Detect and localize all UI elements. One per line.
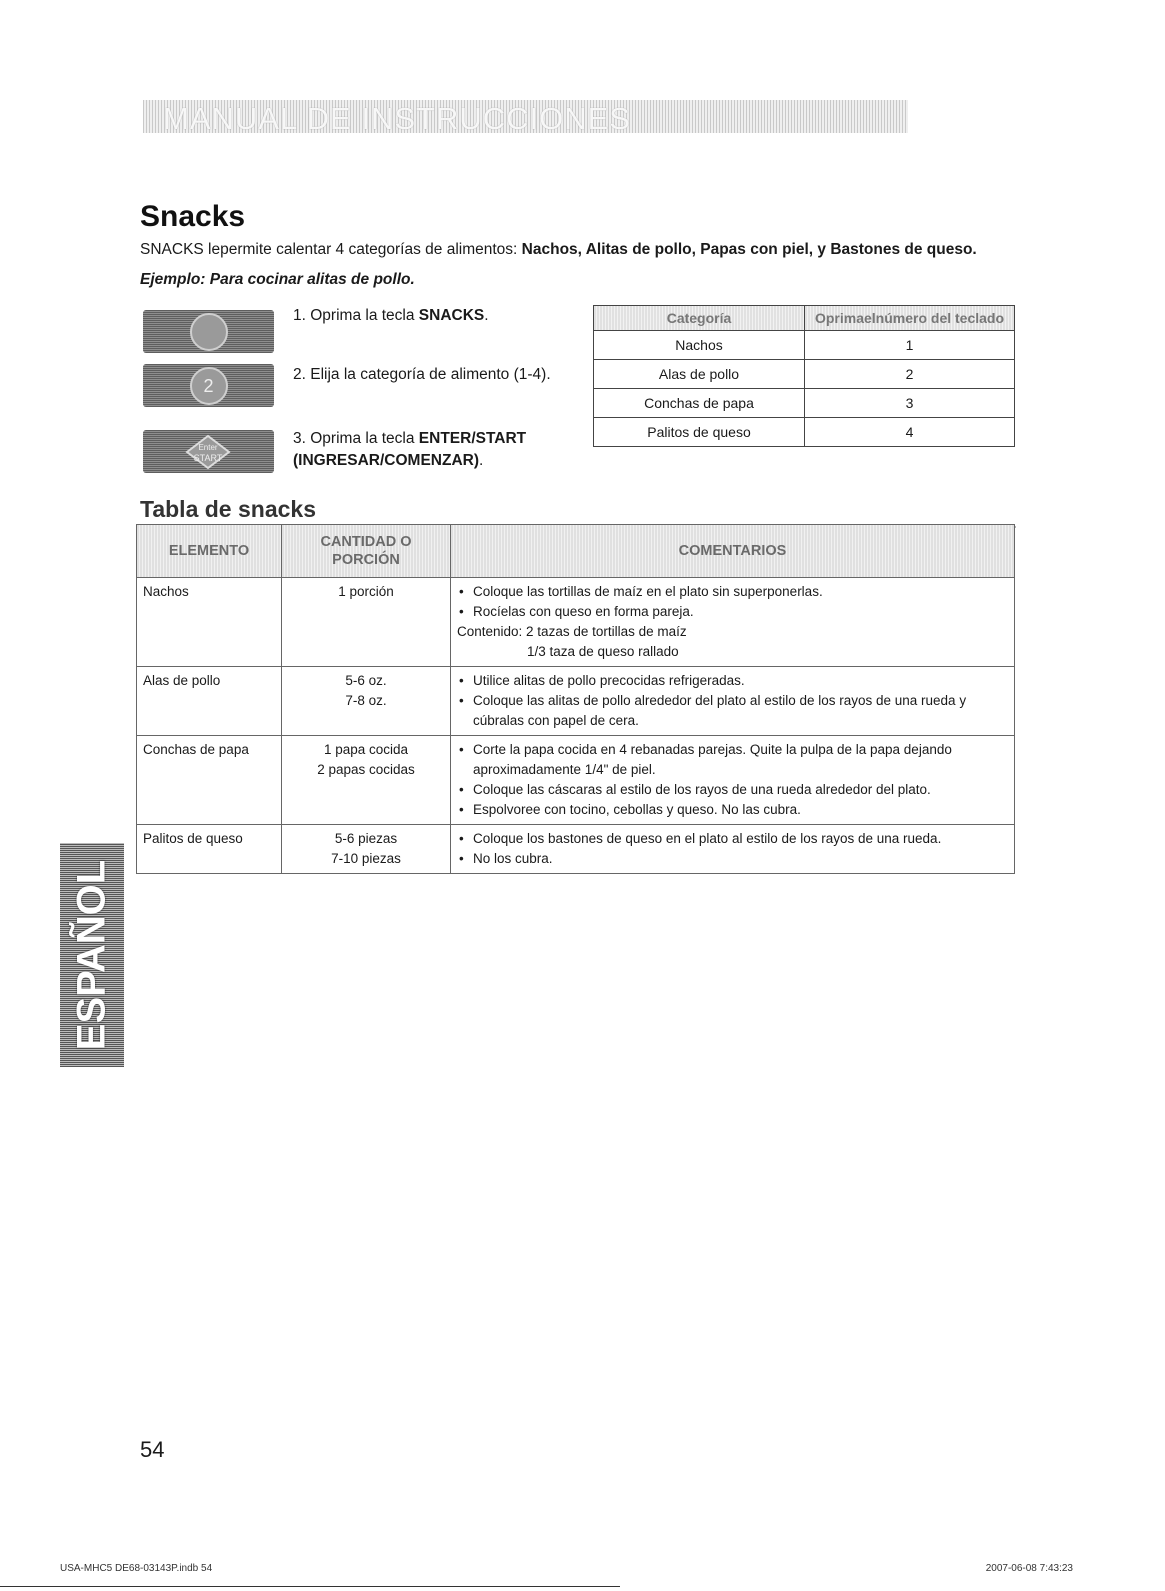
item-cell: Nachos bbox=[137, 578, 282, 667]
item-cell: Palitos de queso bbox=[137, 825, 282, 874]
table-row bbox=[137, 736, 1015, 825]
enter-start-diamond-icon bbox=[173, 433, 243, 471]
comment-bullet: • Corte la papa cocida en 4 rebanadas parejas. Quite la pulpa de la papa dejando aproximadamente 1/4" de piel. bbox=[457, 740, 1008, 780]
category-header: Categoría bbox=[594, 306, 805, 331]
quantity-value: 5-6 piezas bbox=[334, 831, 398, 846]
step-1-after: . bbox=[484, 307, 489, 324]
step-1-bold: SNACKS bbox=[418, 307, 485, 324]
footer-file-info: USA-MHC5 DE68-03143P.indb 54 bbox=[60, 1563, 213, 1574]
quantity-value: 1 papa cocida bbox=[323, 742, 409, 757]
number-2-key-image bbox=[143, 364, 274, 407]
number-cell: 1 bbox=[805, 331, 1015, 360]
quantity-cell bbox=[282, 736, 451, 825]
step-3-number: 3. bbox=[293, 430, 306, 447]
table-row bbox=[137, 825, 1015, 874]
example-text: Ejemplo: Para cocinar alitas de pollo. bbox=[140, 271, 415, 288]
category-cell: Alas de pollo bbox=[594, 360, 805, 389]
comment-bullet: • Espolvoree con tocino, cebollas y queso. No las cubra. bbox=[457, 800, 1008, 820]
contents-line: Contenido: 2 tazas de tortillas de maíz bbox=[457, 624, 687, 639]
intro-prefix: SNACKS lepermite calentar 4 categorías de alimentos: bbox=[140, 241, 522, 258]
step-1-number: 1. bbox=[293, 307, 306, 324]
step-3-bold: ENTER/START (INGRESAR/COMENZAR) bbox=[293, 430, 527, 469]
step-2 bbox=[293, 364, 551, 386]
enter-key-label: Enter bbox=[198, 443, 218, 452]
table-row bbox=[137, 667, 1015, 736]
page-number: 54 bbox=[140, 1437, 165, 1462]
language-side-tab bbox=[60, 843, 124, 1067]
step-2-number: 2. bbox=[293, 366, 306, 383]
comment-bullet: • Coloque las tortillas de maíz en el plato sin superponerlas. bbox=[457, 582, 1008, 602]
category-cell: Palitos de queso bbox=[594, 418, 805, 447]
quantity-value: 1 porción bbox=[338, 584, 394, 599]
comments-header: COMENTARIOS bbox=[451, 525, 1015, 578]
comment-bullet: • No los cubra. bbox=[457, 849, 1008, 869]
snacks-key-image bbox=[143, 310, 274, 353]
comments-cell bbox=[451, 825, 1015, 874]
table-row bbox=[594, 389, 1015, 418]
language-side-tab-label: ESPAÑOL bbox=[69, 859, 114, 1051]
table-row bbox=[594, 331, 1015, 360]
comment-bullet: • Utilice alitas de pollo precocidas refrigeradas. bbox=[457, 671, 1008, 691]
table-row bbox=[594, 360, 1015, 389]
header-band-text: MANUAL DE INSTRUCCIONES bbox=[163, 101, 631, 136]
comments-cell bbox=[451, 578, 1015, 667]
page-title: Snacks bbox=[140, 200, 246, 233]
number-cell: 4 bbox=[805, 418, 1015, 447]
item-header: ELEMENTO bbox=[137, 525, 282, 578]
step-1 bbox=[293, 305, 489, 327]
step-3 bbox=[293, 428, 563, 472]
comment-bullet: • Coloque las cáscaras al estilo de los rayos de una rueda alrededor del plato. bbox=[457, 780, 1008, 800]
contents-line: 1/3 taza de queso rallado bbox=[527, 644, 679, 659]
intro-text bbox=[140, 241, 977, 259]
snacks-key-knob-icon bbox=[190, 313, 228, 351]
step-1-text: Oprima la tecla bbox=[310, 307, 419, 324]
quantity-value: 7-8 oz. bbox=[345, 693, 387, 708]
step-3-after: . bbox=[479, 452, 484, 469]
quantity-cell bbox=[282, 578, 451, 667]
comments-cell bbox=[451, 736, 1015, 825]
number-cell: 2 bbox=[805, 360, 1015, 389]
footer-timestamp: 2007-06-08 7:43:23 bbox=[985, 1563, 1073, 1574]
enter-start-key-image bbox=[143, 430, 274, 473]
category-table-header bbox=[594, 306, 1015, 331]
snacks-table bbox=[136, 524, 1015, 874]
comment-bullet: • Rocíelas con queso en forma pareja. bbox=[457, 602, 1008, 622]
table-row bbox=[594, 418, 1015, 447]
category-cell: Nachos bbox=[594, 331, 805, 360]
step-3-text: Oprima la tecla bbox=[310, 430, 419, 447]
keypad-number-header: Oprimaelnúmero del teclado bbox=[805, 306, 1015, 331]
comments-cell bbox=[451, 667, 1015, 736]
item-cell: Conchas de papa bbox=[137, 736, 282, 825]
snacks-table-header bbox=[137, 525, 1015, 578]
quantity-header: CANTIDAD O PORCIÓN bbox=[282, 525, 451, 578]
quantity-value: 2 papas cocidas bbox=[317, 762, 415, 777]
item-cell: Alas de pollo bbox=[137, 667, 282, 736]
header-band bbox=[143, 100, 908, 136]
number-2-key-label: 2 bbox=[190, 367, 228, 405]
intro-bold: Nachos, Alitas de pollo, Papas con piel, y Bastones de queso. bbox=[521, 241, 977, 258]
quantity-value: 5-6 oz. bbox=[345, 673, 387, 688]
footer-rule bbox=[0, 1586, 620, 1587]
step-2-text: Elija la categoría de alimento (1-4). bbox=[310, 366, 551, 383]
comment-bullet: • Coloque las alitas de pollo alrededor del plato al estilo de los rayos de una rueda y cúbralas con papel de cera. bbox=[457, 691, 1008, 731]
category-cell: Conchas de papa bbox=[594, 389, 805, 418]
category-table bbox=[593, 305, 1015, 447]
comment-bullet: • Coloque los bastones de queso en el plato al estilo de los rayos de una rueda. bbox=[457, 829, 1008, 849]
start-key-label: START bbox=[193, 453, 223, 463]
quantity-value: 7-10 piezas bbox=[331, 851, 401, 866]
number-cell: 3 bbox=[805, 389, 1015, 418]
table-row bbox=[137, 578, 1015, 667]
quantity-cell bbox=[282, 825, 451, 874]
subtitle: Tabla de snacks bbox=[140, 496, 316, 522]
quantity-cell bbox=[282, 667, 451, 736]
